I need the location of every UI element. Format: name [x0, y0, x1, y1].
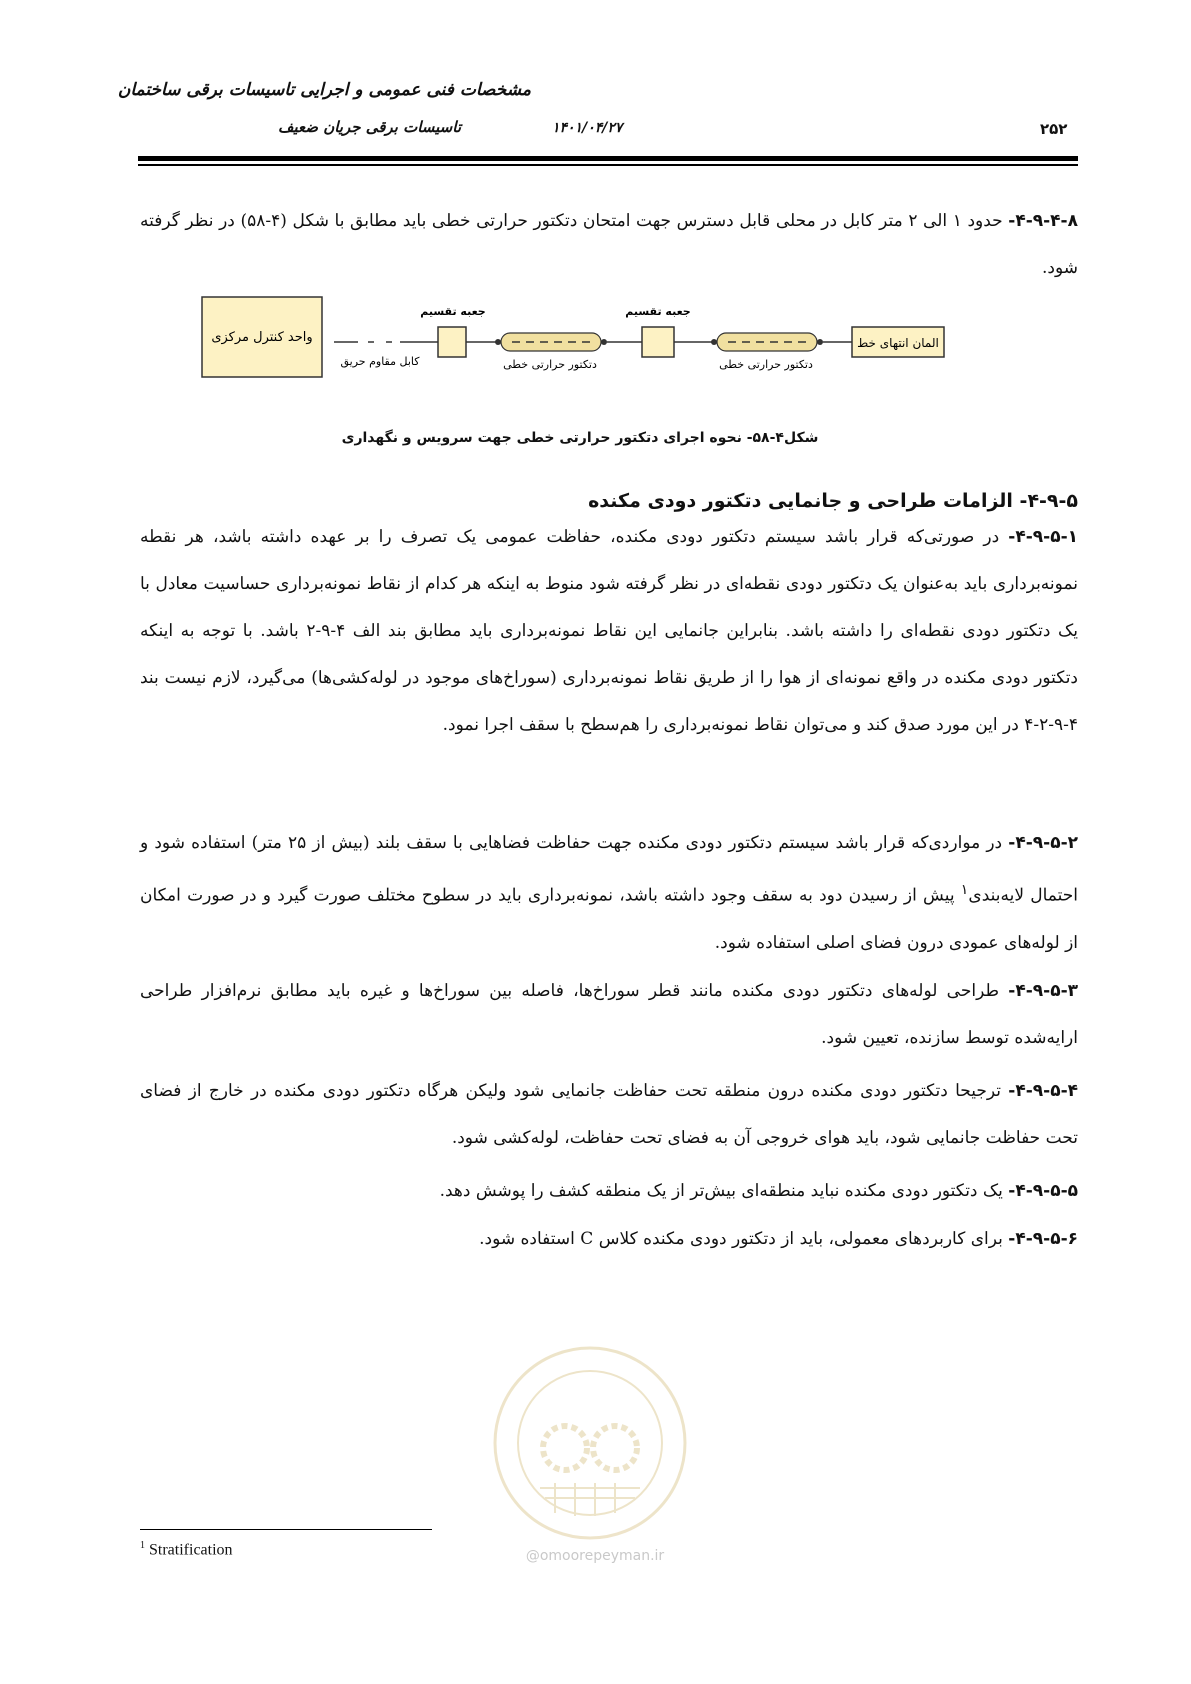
- paragraph-4-9-5-3: [140, 968, 1078, 1062]
- clause-number: ۴-۹-۵-۳-: [1008, 981, 1078, 1001]
- connector-dot: [711, 339, 717, 345]
- watermark-text: @omoorepeyman.ir: [525, 1548, 665, 1564]
- junction-box-2: [642, 327, 674, 357]
- detector-2-label: دتکتور حرارتی خطی: [719, 358, 813, 371]
- junction-box-2-label: جعبه تقسیم: [625, 305, 691, 318]
- connector-dot: [601, 339, 607, 345]
- paragraph-text: طراحی لوله‌های دتکتور دودی مکنده مانند قطر سوراخ‌ها، فاصله بین سوراخ‌ها و غیره باید مطابق نرم‌افزار طراحی ارایه‌شده توسط سازنده، تعیین شود.: [140, 981, 1078, 1048]
- clause-number: ۴-۹-۵-۴-: [1008, 1081, 1078, 1101]
- junction-box-1: [438, 327, 466, 357]
- paragraph-4-9-5-2: [140, 820, 1078, 967]
- paragraph-text: در صورتی‌که قرار باشد سیستم دتکتور دودی مکنده، حفاظت عمومی یک تصرف را بر عهده داشته باشد، هر نقطه نمونه‌برداری باید به‌عنوان یک دتکتور دودی نقطه‌ای در نظر گرفته شود منوط به اینکه هر کدام از نقاط نمونه‌برداری حساسیت معادل با یک دتکتور دودی نقطه‌ای را داشته باشد. بنابراین جانمایی این نقاط نمونه‌برداری باید مطابق بند الف ۴-۹-۲ باشد. با توجه به اینکه دتکتور دودی مکنده در واقع نمونه‌ای از هوا را از طریق نقاط نمونه‌برداری (سوراخ‌های موجود در لوله‌کشی‌ها) می‌گیرد، لازم نیست بند ۴-۹-۲-۴ در این مورد صدق کند و می‌توان نقاط نمونه‌برداری را هم‌سطح با سقف اجرا نمود.: [140, 527, 1078, 735]
- clause-number: ۴-۹-۵-۲-: [1008, 833, 1078, 853]
- figure-caption: شکل۴-۵۸- نحوه اجرای دتکتور حرارتی خطی جهت سرویس و نگهداری: [341, 430, 819, 446]
- detector-installation-diagram: [210, 305, 1030, 415]
- clause-number: ۴-۹-۵-۵-: [1008, 1181, 1078, 1201]
- footnote-text: Stratification: [145, 1541, 233, 1559]
- clause-number: ۴-۹-۵-۱-: [1008, 527, 1078, 547]
- clause-number: ۴-۹-۴-۸-: [1008, 211, 1078, 231]
- section-heading: ۴-۹-۵- الزامات طراحی و جانمایی دتکتور دودی مکنده: [588, 490, 1078, 512]
- detector-1-label: دتکتور حرارتی خطی: [503, 358, 597, 371]
- paragraph-text: در مواردی‌که قرار باشد سیستم دتکتور دودی مکنده جهت حفاظت فضاهایی با سقف بلند (بیش از ۲۵ متر) استفاده شود و احتمال لایه‌بندی: [140, 833, 1078, 906]
- header-date: ۱۴۰۱/۰۴/۲۷: [552, 120, 623, 136]
- paragraph-4-9-5-1: [140, 514, 1078, 749]
- footnote-rule: [140, 1529, 432, 1530]
- footnote-number: 1: [140, 1540, 145, 1551]
- connector-dot: [495, 339, 501, 345]
- watermark-stamp-icon: [485, 1338, 695, 1548]
- header-rule-thin: [138, 164, 1078, 166]
- paragraph-text: حدود ۱ الی ۲ متر کابل در محلی قابل دسترس جهت امتحان دتکتور حرارتی خطی باید مطابق با شکل (۴-۵۸) در نظر گرفته شود.: [140, 211, 1078, 278]
- paragraph-text: پیش از رسیدن دود به سقف وجود داشته باشد، نمونه‌برداری باید در سطوح مختلف صورت گیرد و در صورت امکان از لوله‌های عمودی درون فضای اصلی استفاده شود.: [140, 885, 1078, 953]
- paragraph-4-9-4-8: [140, 198, 1078, 292]
- fire-resistant-cable-label: کابل مقاوم حریق: [340, 355, 420, 368]
- footnote: [140, 1540, 233, 1559]
- paragraph-4-9-5-5: [140, 1168, 1078, 1215]
- paragraph-text: برای کاربردهای معمولی، باید از دتکتور دودی مکنده کلاس C استفاده شود.: [479, 1229, 1009, 1249]
- junction-box-1-label: جعبه تقسیم: [420, 305, 486, 318]
- header-subtitle: تاسیسات برقی جریان ضعیف: [277, 118, 461, 136]
- end-of-line-element-label: المان انتهای خط: [857, 336, 939, 350]
- paragraph-4-9-5-4: [140, 1068, 1078, 1162]
- paragraph-text: ترجیحا دتکتور دودی مکنده درون منطقه تحت حفاظت جانمایی شود ولیکن هرگاه دتکتور دودی مکنده در خارج از فضای تحت حفاظت جانمایی شود، باید هوای خروجی آن به فضای تحت حفاظت، لوله‌کشی شود.: [140, 1081, 1078, 1148]
- header-rule-thick: [138, 156, 1078, 161]
- connector-dot: [817, 339, 823, 345]
- header-title: مشخصات فنی عمومی و اجرایی تاسیسات برقی ساختمان: [117, 80, 531, 100]
- page-number: ۲۵۲: [1040, 120, 1068, 138]
- paragraph-4-9-5-6: [140, 1216, 1078, 1263]
- footnote-marker: ۱: [960, 882, 969, 898]
- clause-number: ۴-۹-۵-۶-: [1008, 1229, 1078, 1249]
- central-control-unit-label: واحد کنترل مرکزی: [211, 330, 313, 345]
- paragraph-text: یک دتکتور دودی مکنده نباید منطقه‌ای بیش‌تر از یک منطقه کشف را پوشش دهد.: [439, 1181, 1009, 1201]
